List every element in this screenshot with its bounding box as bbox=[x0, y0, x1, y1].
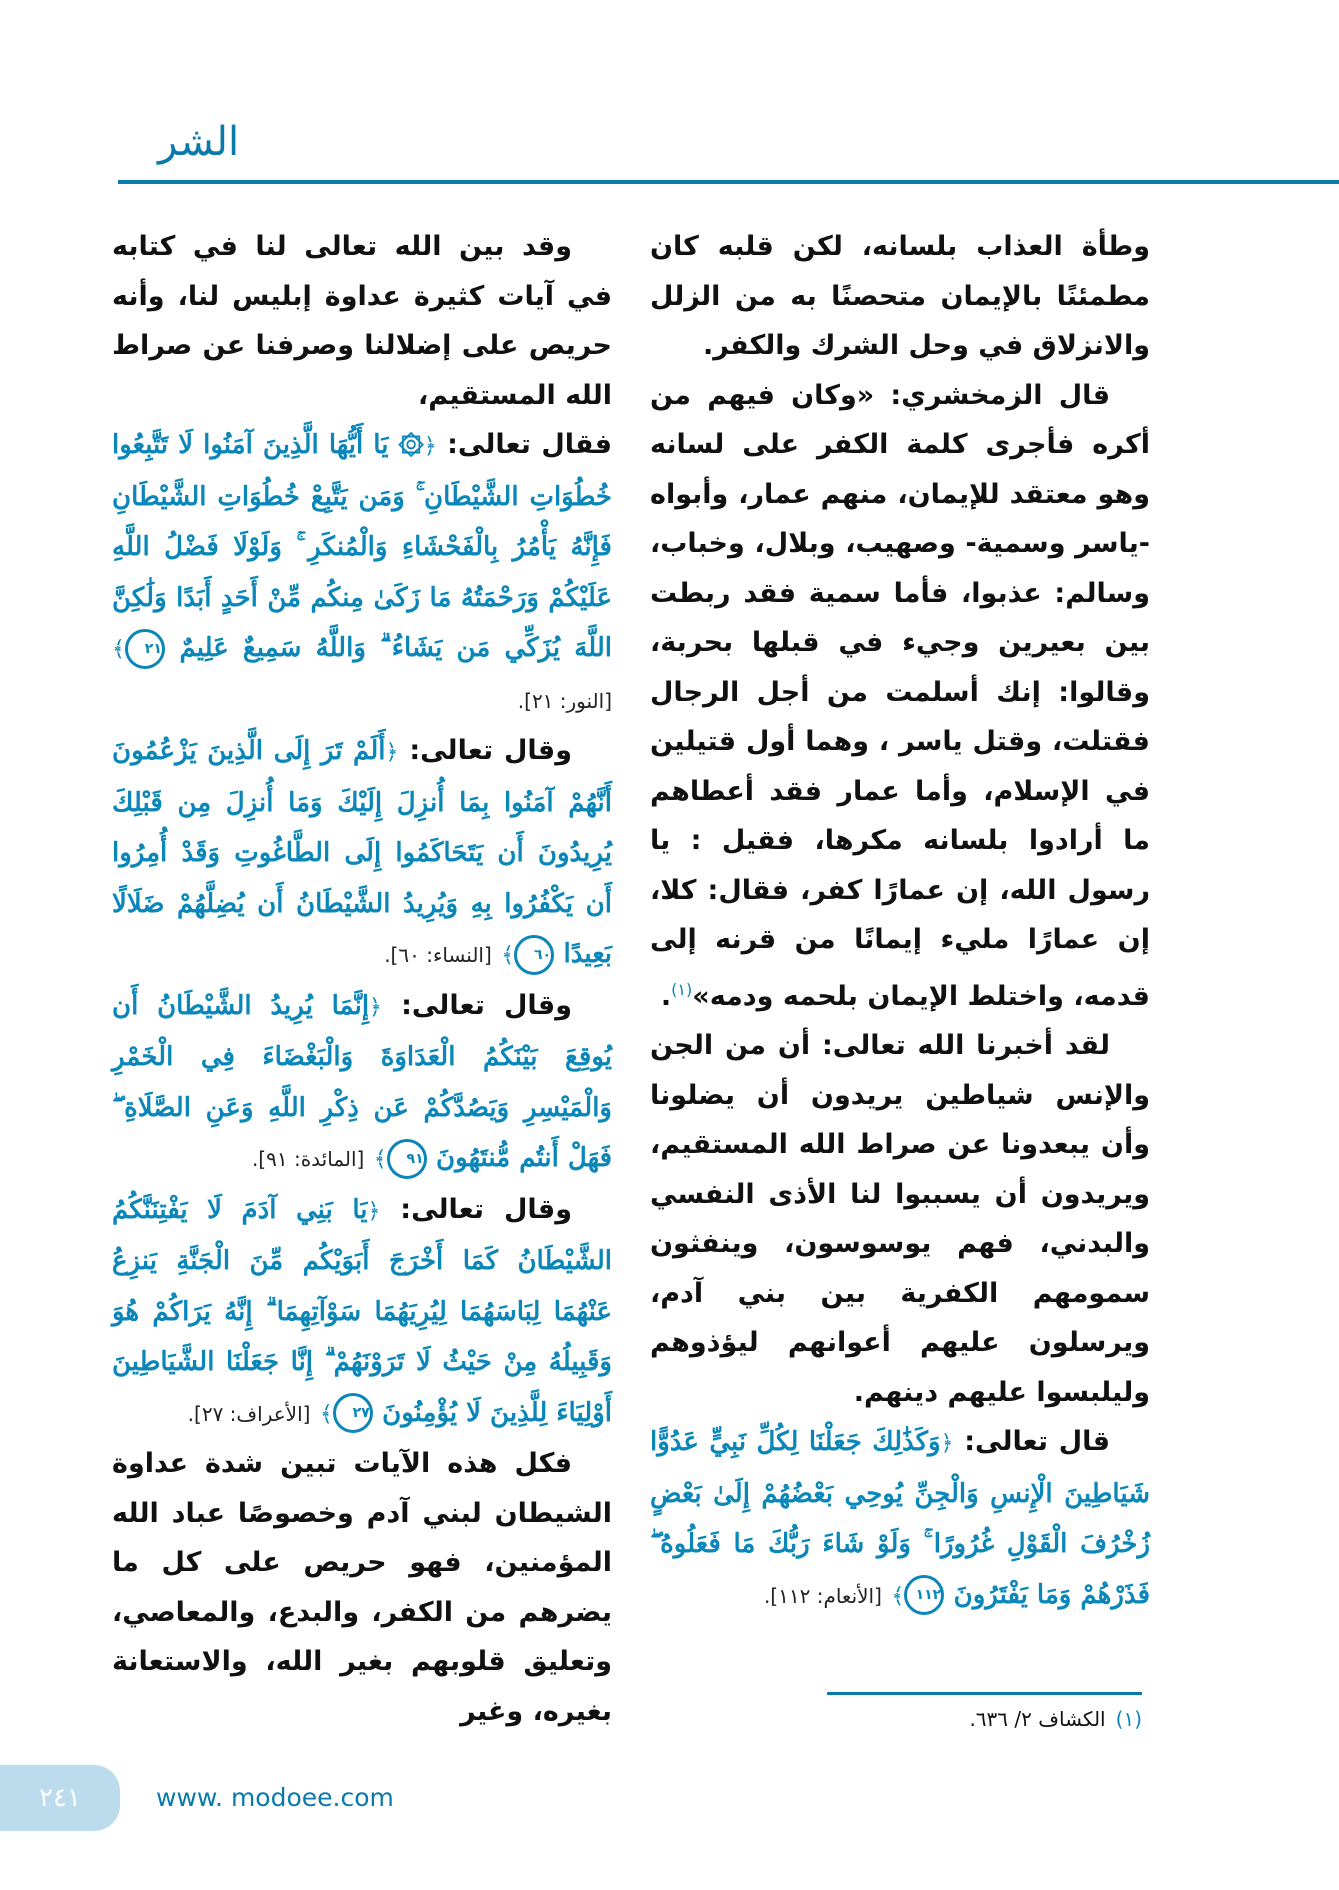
ornate-open-bracket-icon: ﴿ bbox=[423, 434, 437, 459]
page-number: ٢٤١ bbox=[39, 1783, 81, 1813]
verse-paragraph bbox=[112, 981, 612, 1185]
quran-verse: ۞ يَا أَيُّهَا الَّذِينَ آمَنُوا لَا تَتَّبِعُوا خُطُوَاتِ الشَّيْطَانِ ۚ وَمَن يَتَّبِعْ خُطُوَاتِ الشَّيْطَانِ فَإِنَّهُ يَأْمُرُ بِالْفَحْشَاءِ وَالْمُنكَرِ ۚ وَلَوْلَا فَضْلُ اللَّهِ عَلَيْكُمْ وَرَحْمَتُهُ مَا زَكَىٰ مِنكُم مِّنْ أَحَدٍ أَبَدًا وَلَٰكِنَّ اللَّهَ يُزَكِّي مَن يَشَاءُ ۗ وَاللَّهُ سَمِيعٌ عَلِيمٌ bbox=[112, 430, 612, 663]
paragraph bbox=[650, 1021, 1150, 1417]
ayah-number-medallion: ٦٠ bbox=[514, 935, 554, 975]
paragraph-text: فكل هذه الآيات تبين شدة عداوة الشيطان لبني آدم وخصوصًا عباد الله المؤمنين، فهو حريص على كل ما يضرهم من الكفر، والبدع، والمعاصي، وتعليق قلوبهم بغير الله، والاستعانة بغيره، وغير bbox=[112, 1448, 612, 1727]
quran-verse: وَكَذَٰلِكَ جَعَلْنَا لِكُلِّ نَبِيٍّ عَدُوًّا شَيَاطِينَ الْإِنسِ وَالْجِنِّ يُوحِي بَعْضُهُمْ إِلَىٰ بَعْضٍ زُخْرُفَ الْقَوْلِ غُرُورًا ۚ وَلَوْ شَاءَ رَبُّكَ مَا فَعَلُوهُ ۖ فَذَرْهُمْ وَمَا يَفْتَرُونَ bbox=[650, 1427, 1150, 1610]
ayah-number-medallion: ١١٢ bbox=[904, 1575, 944, 1615]
verse-reference: [النساء: ٦٠]. bbox=[384, 943, 492, 967]
footnote-divider bbox=[827, 1692, 1142, 1695]
paragraph-text: وقد بين الله تعالى لنا في كتابه في آيات كثيرة عداوة إبليس لنا، وأنه حريص على إضلالنا وصرفنا عن صراط الله المستقيم، bbox=[112, 231, 612, 411]
ornate-close-bracket-icon: ﴾ bbox=[319, 1401, 333, 1427]
paragraph-text: لقد أخبرنا الله تعالى: أن من الجن والإنس شياطين يريدون أن يضلونا وأن يبعدونا عن صراط الله المستقيم، ويريدون أن يسببوا لنا الأذى النفسي والبدني، فهم يوسوسون، وينفثون سمومهم الكفرية بين بني آدم، ويرسلون عليهم أعوانهم ليؤذوهم وليلبسوا عليهم دينهم. bbox=[650, 1030, 1150, 1408]
ornate-open-bracket-icon: ﴿ bbox=[367, 1198, 381, 1224]
paragraph-text: قال الزمخشري: «وكان فيهم من أكره فأجرى كلمة الكفر على لسانه وهو معتقد للإيمان، منهم عمار، وأبواه -ياسر وسمية- وصهيب، وبلال، وخباب، وسالم: عذبوا، فأما سمية فقد ربطت بين بعيرين وجيء في قبلها بحربة، وقالوا: إنك أسلمت من أجل الرجال فقتلت، وقتل ياسر ، وهما أول قتيلين في الإسلام، وأما عمار فقد أعطاهم ما أرادوا بلسانه مكرها، فقيل : يا رسول الله، إن عمارًا كفر، فقال: كلا، إن عمارًا مليء إيمانًا من قرنه إلى قدمه، واختلط الإيمان بلحمه ودمه» bbox=[650, 379, 1150, 1012]
verse-intro: وقال تعالى: bbox=[400, 1193, 573, 1225]
quran-verse: يَا بَنِي آدَمَ لَا يَفْتِنَنَّكُمُ الشَّيْطَانُ كَمَا أَخْرَجَ أَبَوَيْكُم مِّنَ الْجَنَّةِ يَنزِعُ عَنْهُمَا لِبَاسَهُمَا لِيُرِيَهُمَا سَوْآتِهِمَا ۗ إِنَّهُ يَرَاكُمْ هُوَ وَقَبِيلُهُ مِنْ حَيْثُ لَا تَرَوْنَهُمْ ۗ إِنَّا جَعَلْنَا الشَّيَاطِينَ أَوْلِيَاءَ لِلَّذِينَ لَا يُؤْمِنُونَ bbox=[112, 1194, 612, 1428]
quran-verse: إِنَّمَا يُرِيدُ الشَّيْطَانُ أَن يُوقِعَ بَيْنَكُمُ الْعَدَاوَةَ وَالْبَغْضَاءَ فِي الْخَمْرِ وَالْمَيْسِرِ وَيَصُدَّكُمْ عَن ذِكْرِ اللَّهِ وَعَنِ الصَّلَاةِ ۖ فَهَلْ أَنتُم مُّنتَهُونَ bbox=[112, 990, 612, 1173]
ornate-close-bracket-icon: ﴾ bbox=[891, 1583, 905, 1609]
verse-paragraph bbox=[650, 1417, 1150, 1621]
header-divider bbox=[118, 180, 1339, 184]
verse-reference: [النور: ٢١]. bbox=[517, 688, 612, 713]
verse-intro: وقال تعالى: bbox=[409, 735, 573, 766]
verse-intro: فقال تعالى: bbox=[447, 429, 612, 460]
verse-paragraph bbox=[112, 1185, 612, 1440]
left-column bbox=[112, 222, 612, 1736]
footnote-marker[interactable]: (١) bbox=[671, 979, 693, 999]
paragraph bbox=[650, 371, 1150, 1022]
verse-reference: [الأنعام: ١١٢]. bbox=[763, 1583, 882, 1608]
ayah-number-medallion: ٢١ bbox=[125, 629, 165, 669]
chapter-title: الشر bbox=[158, 119, 240, 165]
ornate-close-bracket-icon: ﴾ bbox=[501, 943, 515, 968]
ayah-number-medallion: ٢٧ bbox=[333, 1393, 373, 1433]
paragraph bbox=[112, 1439, 612, 1736]
ayah-number-medallion: ٩١ bbox=[387, 1139, 427, 1179]
footnote-number: (١) bbox=[1115, 1707, 1142, 1731]
footnote bbox=[827, 1700, 1142, 1738]
verse-paragraph bbox=[112, 726, 612, 981]
ornate-close-bracket-icon: ﴾ bbox=[373, 1147, 387, 1172]
quran-verse: أَلَمْ تَرَ إِلَى الَّذِينَ يَزْعُمُونَ أَنَّهُمْ آمَنُوا بِمَا أُنزِلَ إِلَيْكَ وَمَا أُنزِلَ مِن قَبْلِكَ يُرِيدُونَ أَن يَتَحَاكَمُوا إِلَى الطَّاغُوتِ وَقَدْ أُمِرُوا أَن يَكْفُرُوا بِهِ وَيُرِيدُ الشَّيْطَانُ أَن يُضِلَّهُمْ ضَلَالًا بَعِيدًا bbox=[112, 736, 612, 969]
ornate-open-bracket-icon: ﴿ bbox=[940, 1431, 954, 1456]
right-column bbox=[650, 222, 1150, 1621]
website-link[interactable]: www. modoee.com bbox=[156, 1783, 394, 1812]
verse-reference: [الأعراف: ٢٧]. bbox=[187, 1401, 311, 1426]
verse-intro: قال تعالى: bbox=[964, 1426, 1110, 1457]
verse-intro: وقال تعالى: bbox=[401, 989, 572, 1021]
page-number-badge bbox=[0, 1765, 120, 1831]
ornate-close-bracket-icon: ﴾ bbox=[112, 637, 125, 662]
verse-reference: [المائدة: ٩١]. bbox=[251, 1147, 365, 1171]
verse-paragraph bbox=[112, 420, 612, 726]
paragraph-text: وطأة العذاب بلسانه، لكن قلبه كان مطمئنًا بالإيمان متحصنًا به من الزلل والانزلاق في وحل الشرك والكفر. bbox=[650, 231, 1150, 361]
paragraph bbox=[112, 222, 612, 420]
footnote-text: الكشاف ٢/ ٦٣٦. bbox=[969, 1707, 1106, 1731]
ornate-open-bracket-icon: ﴿ bbox=[369, 994, 382, 1020]
paragraph-end: . bbox=[660, 980, 672, 1012]
paragraph bbox=[650, 222, 1150, 371]
ornate-open-bracket-icon: ﴿ bbox=[385, 740, 399, 765]
